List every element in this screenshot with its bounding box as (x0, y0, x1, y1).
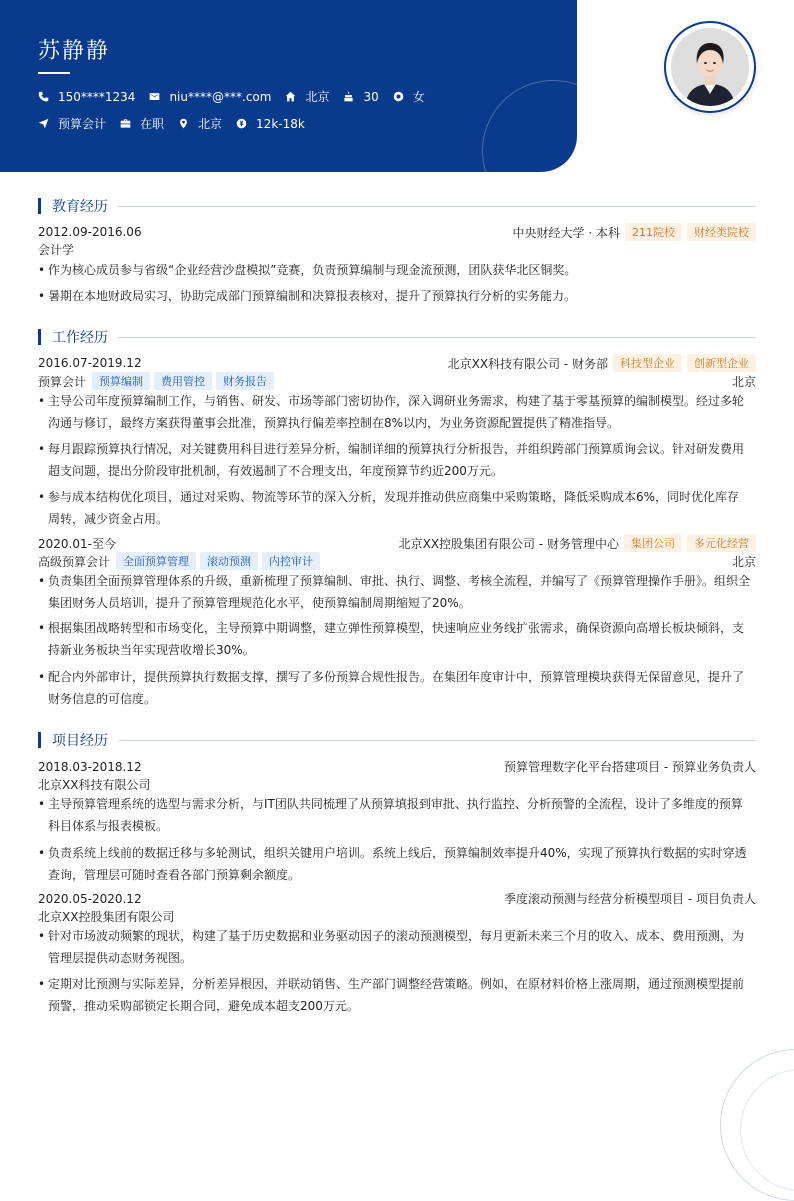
section-education-title (38, 196, 756, 216)
project-title: 季度滚动预测与经营分析模型项目 - 项目负责人 (504, 892, 756, 906)
work-city: 北京 (731, 374, 756, 389)
section-bar (38, 732, 41, 748)
job-role: 预算会计 (38, 374, 87, 389)
gender-info (393, 88, 425, 105)
section-bar (38, 198, 41, 214)
target-city: 北京 (198, 117, 223, 131)
section-title-text: 教育经历 (52, 199, 108, 215)
phone-info (38, 90, 135, 104)
role-block (38, 372, 274, 390)
work-bullet: • 每月跟踪预算执行情况，对关键费用科目进行差异分析，编制详细的预算执行分析报告，并组织跨部门预算质询会议。针对研发费用超支问题，提出分阶段审批机制，有效遏制了不合理支出，年度预算节约近200万元。 (38, 438, 750, 482)
avatar (664, 21, 756, 113)
company-tag: 集团公司 (624, 534, 682, 552)
target-city-info (178, 115, 222, 132)
target-job: 预算会计 (58, 117, 107, 131)
name-underline (38, 72, 70, 74)
employment-status: 在职 (140, 117, 165, 131)
school-tag: 211院校 (625, 223, 682, 241)
education-period: 2012.09-2016.06 (38, 225, 142, 239)
company-block (448, 354, 756, 372)
location-info (285, 88, 329, 105)
project-title: 预算管理数字化平台搭建项目 - 预算业务负责人 (504, 760, 756, 774)
project-company: 北京XX控股集团有限公司 (38, 910, 175, 924)
phone-icon (38, 91, 49, 102)
age-info (343, 90, 378, 104)
section-title-text: 项目经历 (52, 733, 108, 749)
project-company-row (38, 776, 756, 793)
project-header-row (38, 758, 756, 775)
project-bullet: • 定期对比预测与实际差异，分析差异根因，并联动销售、生产部门调整经营策略。例如，在原材料价格上涨周期，通过预测模型提前预警，推动采购部锁定长期合同，避免成本超支200万元。 (38, 973, 750, 1017)
section-title-text: 工作经历 (52, 330, 108, 346)
email-info (149, 90, 271, 104)
project-bullet: • 负责系统上线前的数据迁移与多轮测试，组织关键用户培训。系统上线后，预算编制效率提升40%，实现了预算执行数据的实时穿透查询，管理层可随时查看各部门预算剩余额度。 (38, 842, 750, 886)
send-icon (38, 118, 49, 129)
section-project-title (38, 730, 756, 750)
company-tag: 多元化经营 (687, 534, 756, 552)
location-pin-icon (178, 118, 189, 129)
education-bullet: • 作为核心成员参与省级“企业经营沙盘模拟”竞赛，负责预算编制与现金流预测，团队获华北区铜奖。 (38, 259, 750, 281)
company-tag: 创新型企业 (687, 354, 756, 372)
header-decoration-circle (482, 80, 577, 172)
education-school-block (513, 223, 756, 241)
money-icon (236, 118, 247, 129)
briefcase-icon (120, 118, 131, 129)
project-company: 北京XX科技有限公司 (38, 778, 151, 792)
email-address: niu****@***.com (169, 89, 272, 104)
project-period: 2018.03-2018.12 (38, 759, 142, 774)
work-period: 2020.01-至今 (38, 536, 116, 551)
skill-tag: 滚动预测 (200, 552, 258, 570)
job-intent-row (38, 115, 319, 132)
target-job-info (38, 115, 106, 132)
skill-tag: 费用管控 (154, 372, 212, 390)
header-banner (0, 0, 577, 172)
mail-icon (149, 91, 160, 102)
section-work-title (38, 327, 756, 347)
company-block (399, 534, 756, 552)
work-bullet: • 负责集团全面预算管理体系的升级，重新梳理了预算编制、审批、执行、调整、考核全流程，并编写了《预算管理操作手册》。组织全集团财务人员培训，提升了预算管理规范化水平，使预算编制周期缩短了20%。 (38, 570, 750, 614)
salary-info (236, 117, 305, 131)
project-header-row (38, 890, 756, 907)
work-header-row (38, 354, 756, 372)
home-icon (285, 91, 296, 102)
work-header-row (38, 534, 756, 552)
project-company-row (38, 908, 756, 925)
school-tag: 财经类院校 (687, 223, 756, 241)
education-major-row (38, 241, 756, 258)
contact-row (38, 88, 439, 105)
work-period: 2016.07-2019.12 (38, 356, 142, 370)
education-bullet: • 暑期在本地财政局实习，协助完成部门预算编制和决算报表核对，提升了预算执行分析的实务能力。 (38, 285, 750, 307)
candidate-name: 苏静静 (38, 39, 111, 64)
school-name: 中央财经大学 · 本科 (512, 225, 620, 240)
section-divider (118, 206, 756, 207)
project-bullet: • 针对市场波动频繁的现状，构建了基于历史数据和业务驱动因子的滚动预测模型，每月更新未来三个月的收入、成本、费用预测，为管理层提供动态财务视图。 (38, 925, 750, 969)
skill-tag: 财务报告 (216, 372, 274, 390)
company-name: 北京XX科技有限公司 - 财务部 (447, 356, 608, 371)
project-period: 2020.05-2020.12 (38, 891, 142, 906)
skill-tag: 预算编制 (92, 372, 150, 390)
role-block (38, 552, 320, 570)
work-city: 北京 (731, 554, 756, 569)
gender-icon (393, 91, 404, 102)
work-role-row (38, 372, 756, 390)
current-city: 北京 (305, 90, 330, 104)
gender-value: 女 (412, 90, 425, 104)
phone-number: 150****1234 (58, 89, 136, 104)
major: 会计学 (38, 243, 75, 257)
project-bullet: • 主导预算管理系统的选型与需求分析，与IT团队共同梳理了从预算填报到审批、执行监控、分析预警的全流程，设计了多维度的预算科目体系与报表模板。 (38, 793, 750, 837)
status-info (120, 115, 164, 132)
education-header-row (38, 223, 756, 241)
cake-icon (343, 91, 354, 102)
company-name: 北京XX控股集团有限公司 - 财务管理中心 (398, 536, 619, 551)
skill-tag: 内控审计 (262, 552, 320, 570)
work-role-row (38, 552, 756, 570)
company-tag: 科技型企业 (613, 354, 682, 372)
work-bullet: • 参与成本结构优化项目，通过对采购、物流等环节的深入分析，发现并推动供应商集中采购策略，降低采购成本6%，同时优化库存周转，减少资金占用。 (38, 486, 750, 530)
job-role: 高级预算会计 (38, 554, 111, 569)
section-divider (118, 740, 756, 741)
person-portrait-icon (671, 28, 749, 106)
section-bar (38, 329, 41, 345)
work-bullet: • 主导公司年度预算编制工作，与销售、研发、市场等部门密切协作，深入调研业务需求，构建了基于零基预算的编制模型。经过多轮沟通与修订，最终方案获得董事会批准，预算执行偏差率控制在8%以内，为业务资源配置提供了精准指导。 (38, 390, 750, 434)
work-bullet: • 配合内外部审计，提供预算执行数据支撑，撰写了多份预算合规性报告。在集团年度审计中，预算管理模块获得无保留意见，提升了财务信息的可信度。 (38, 666, 750, 710)
profile-photo (671, 28, 749, 106)
skill-tag: 全面预算管理 (116, 552, 196, 570)
section-divider (118, 337, 756, 338)
work-bullet: • 根据集团战略转型和市场变化，主导预算中期调整，建立弹性预算模型，快速响应业务线扩张需求，确保资源向高增长板块倾斜，支持新业务板块当年实现营收增长30%。 (38, 617, 750, 661)
expected-salary: 12k-18k (256, 116, 305, 131)
age-value: 30 (363, 89, 379, 104)
